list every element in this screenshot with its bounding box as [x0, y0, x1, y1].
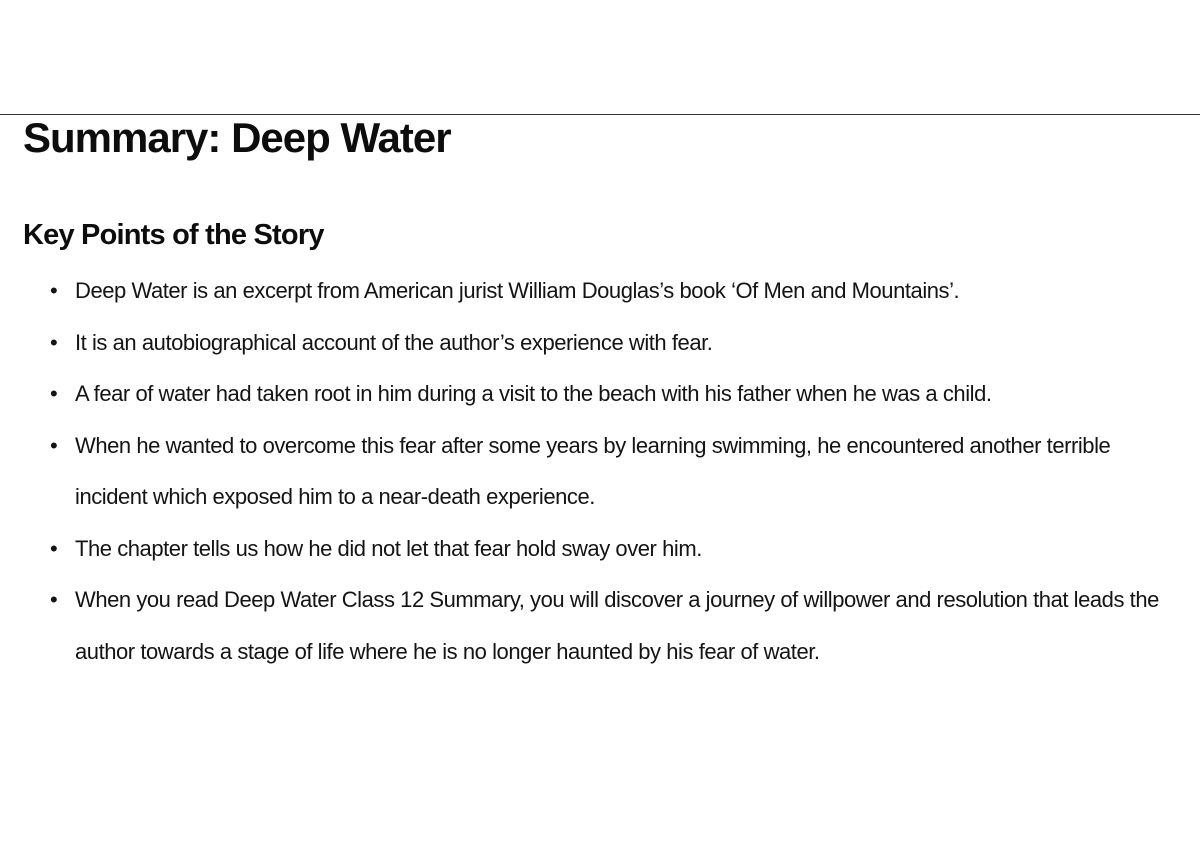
- list-item: [50, 317, 1185, 369]
- bullet-icon: •: [50, 587, 58, 612]
- section-heading: Key Points of the Story: [23, 219, 324, 251]
- key-points-list: [50, 265, 1185, 677]
- list-item: [50, 368, 1185, 420]
- page-title: Summary: Deep Water: [23, 114, 451, 161]
- list-item-text: Deep Water is an excerpt from American jurist William Douglas’s book ‘Of Men and Mountains’.: [75, 278, 960, 303]
- bullet-icon: •: [50, 329, 58, 355]
- list-item: [50, 523, 1185, 575]
- list-item-text: When he wanted to overcome this fear after some years by learning swimming, he encountered another terrible incident which exposed him to a near-death experience.: [75, 432, 1111, 509]
- bullet-icon: •: [50, 432, 58, 458]
- list-item-text: A fear of water had taken root in him during a visit to the beach with his father when he was a child.: [75, 381, 992, 406]
- bullet-icon: •: [50, 278, 58, 303]
- list-item-text: When you read Deep Water Class 12 Summary, you will discover a journey of willpower and resolution that leads the author towards a stage of life where he is no longer haunted by his fear of water.: [75, 587, 1159, 664]
- list-item-text: The chapter tells us how he did not let that fear hold sway over him.: [75, 535, 702, 561]
- list-item-text: It is an autobiographical account of the author’s experience with fear.: [75, 329, 713, 355]
- list-item: [50, 265, 1185, 317]
- bullet-icon: •: [50, 535, 58, 561]
- list-item: [50, 574, 1185, 677]
- bullet-icon: •: [50, 381, 58, 406]
- list-item: [50, 420, 1185, 523]
